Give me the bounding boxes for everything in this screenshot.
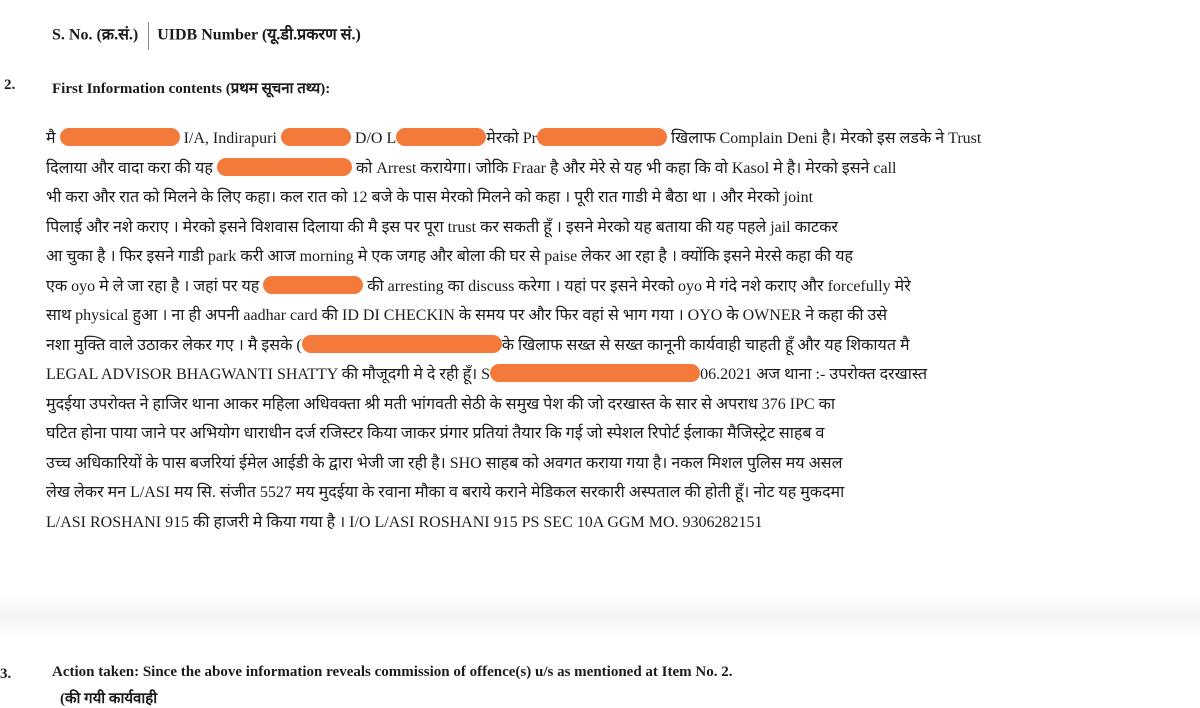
fir-text-segment: को Arrest करायेगा। जोकि Fraar है और मेरे से यह भी कहा कि वो Kasol मे है। मेरको इसने call [351, 159, 897, 177]
uidb-label: UIDB Number (यू.डी.प्रकरण सं.) [157, 26, 361, 44]
redaction-mark [396, 128, 486, 146]
paper-fold-shadow [0, 592, 1200, 638]
fir-text-segment: की arresting का discuss करेगा । यहां पर इसने मेरको oyo मे गंदे नशे कराए और forcefully मेरे [363, 277, 911, 295]
fir-text-segment: एक oyo मे ले जा रहा है । जहां पर यह [46, 277, 264, 295]
redaction-mark [60, 128, 180, 146]
fir-text-line [46, 360, 1196, 390]
fir-text-line [46, 449, 1196, 479]
fir-text-segment: मै [46, 130, 60, 147]
sno-label: S. No. (क्र.सं.) [52, 26, 139, 44]
section-3-number: 3. [0, 666, 12, 682]
section-2-number: 2. [4, 77, 16, 93]
fir-text-segment: भी करा और रात को मिलने के लिए कहा। कल रात को 12 बजे के पास मेरको मिलने को कहा । पूरी रात गाडी मे बैठा था । और मेरको joint [46, 189, 814, 206]
redaction-mark [263, 276, 363, 294]
fir-text-line [46, 419, 1196, 449]
fir-text-segment: उच्च अधिकारियों के पास बजरियां ईमेल आईडी के द्वारा भेजी जा रही है। SHO साहब को अवगत कराया गया है। नकल मिशल पुलिस मय असल [46, 454, 843, 472]
fir-text-line [46, 331, 1196, 361]
fir-text-segment: नशा मुक्ति वाले उठाकर लेकर गए । मै इसके ( [46, 336, 302, 354]
section-3-title: Action taken: Since the above information reveals commission of offence(s) u/s as mentioned at Item No. 2. [52, 664, 733, 680]
fir-text-segment: मुदईया उपरोक्त ने हाजिर थाना आकर महिला अधिवक्ता श्री मती भांगवती सेठी के समुख पेश की जो दरखास्त के सार से अपराध 376 IPC का [46, 395, 836, 413]
fir-text-segment: खिलाफ Complain Deni है। मेरको इस लडके ने Trust [667, 130, 982, 147]
fir-text-segment: LEGAL ADVISOR BHAGWANTI SHATTY की मौजूदगी मे दे रही हूँ। S [46, 366, 491, 383]
fir-text-line [46, 242, 1196, 272]
fir-text-line [46, 508, 1196, 538]
header-divider [148, 22, 149, 50]
fir-text-segment: D/O L [350, 130, 397, 147]
section-3-subtitle: (की गयी कार्यवाही [60, 691, 158, 707]
fir-text-line [46, 124, 1196, 154]
fir-text-segment: घटित होना पाया जाने पर अभियोग धाराधीन दर्ज रजिस्टर किया जाकर प्रंगार प्रतियां तैयार कि गई जो स्पेशल रिपोर्ट ईलाका मैजिस्ट्रेट साहब व [46, 425, 825, 442]
fir-text-line [46, 301, 1196, 331]
redaction-mark [302, 335, 502, 353]
fir-text-line [46, 213, 1196, 243]
fir-text-segment: आ चुका है । फिर इसने गाडी park करी आज morning मे एक जगह और बोला की घर से paise लेकर आ रहा है । क्योंकि इसने मेरसे कहा की यह [46, 248, 853, 265]
fir-text-segment: के खिलाफ सख्त से सख्त कानूनी कार्यवाही चाहती हूँ और यह शिकायत मै [501, 336, 910, 354]
fir-text-line [46, 478, 1196, 508]
fir-text-line [46, 390, 1196, 420]
fir-text-segment: 06.2021 अज थाना :- उपरोक्त दरखास्त [700, 366, 928, 383]
fir-text-segment: L/ASI ROSHANI 915 की हाजरी मे किया गया है । I/O L/ASI ROSHANI 915 PS SEC 10A GGM MO. 9306282151 [46, 513, 763, 531]
fir-text-segment: दिलाया और वादा करा की यह [46, 159, 217, 177]
redaction-mark [217, 158, 352, 176]
document-header [52, 22, 361, 50]
fir-text-segment: पिलाई और नशे कराए । मेरको इसने विशवास दिलाया की मै इस पर पूरा trust कर सकती हूँ । इसने मेरको यह बताया की यह पहले jail काटकर [46, 218, 838, 236]
fir-text-line [46, 272, 1196, 302]
redaction-mark [490, 364, 700, 382]
redaction-mark [281, 128, 351, 146]
fir-contents-text [46, 124, 1196, 537]
fir-text-line [46, 154, 1196, 184]
redaction-mark [537, 128, 667, 146]
fir-text-segment: लेख लेकर मन L/ASI मय सि. संजीत 5527 मय मुदईया के रवाना मौका व बराये कराने मेडिकल सरकारी अस्पताल की होती हूँ। नोट यह मुकदमा [46, 484, 845, 501]
fir-text-segment: मेरको Pr [486, 130, 537, 147]
fir-text-segment: साथ physical हुआ । ना ही अपनी aadhar card की ID DI CHECKIN के समय पर और फिर वहां से भाग गया । OYO के OWNER ने कहा की उसे [46, 307, 888, 324]
fir-text-line [46, 183, 1196, 213]
fir-text-segment: I/A, Indirapuri [179, 130, 281, 147]
section-2-title: First Information contents (प्रथम सूचना तथ्य): [52, 81, 331, 97]
